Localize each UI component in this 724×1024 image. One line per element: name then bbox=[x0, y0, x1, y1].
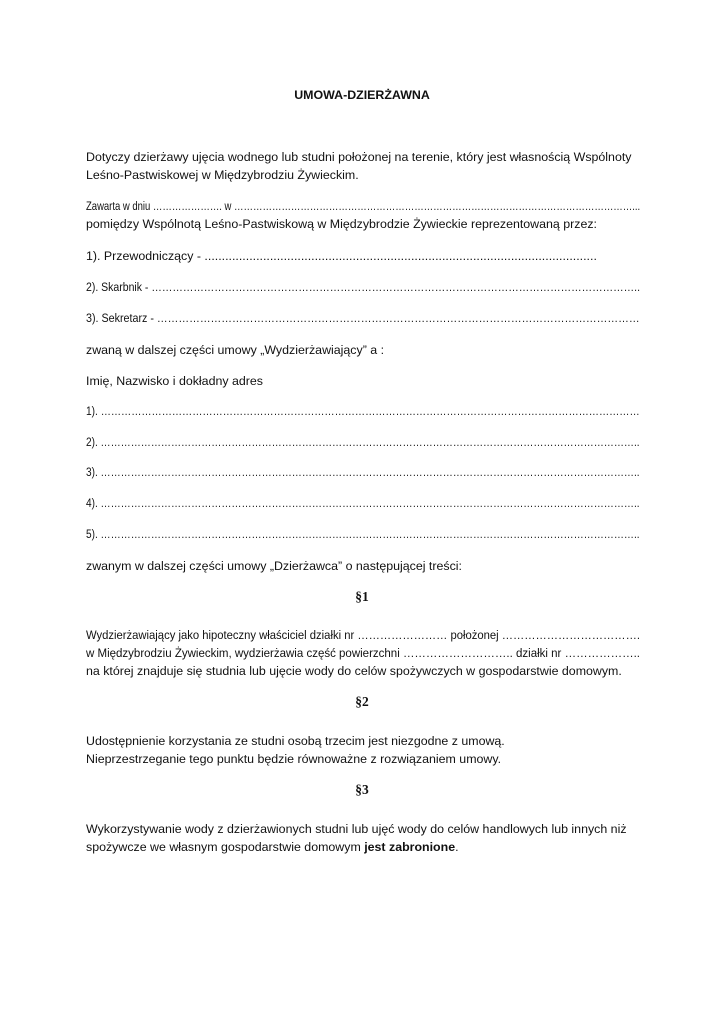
section-3-heading: §3 bbox=[355, 782, 369, 797]
tenant-line-3: 3). …………………………………………………………………………………………………………………………………………….. bbox=[86, 465, 640, 479]
tenant-line-1: 1). …………………………………………………………………………………………………………………………………………… bbox=[86, 404, 640, 418]
treasurer-line: 2). Skarbnik - ………………………………………………………………………………………………………………………….. bbox=[86, 280, 640, 294]
section-1-line-1: Wydzierżawiający jako hipoteczny właściciel działki nr …………………… położonej ………………………………. bbox=[86, 628, 640, 642]
section-3-period: . bbox=[455, 840, 459, 854]
intro-line-1: Dotyczy dzierżawy ujęcia wodnego lub studni położonej na terenie, który jest własnością Wspólnoty bbox=[86, 150, 632, 164]
chairman-line: 1). Przewodniczący - .................................................................................................................. bbox=[86, 249, 597, 263]
tenant-line-5: 5). …………………………………………………………………………………………………………………………………………….. bbox=[86, 527, 640, 541]
section-1-line-3: na której znajduje się studnia lub ujęcie wody do celów spożywczych w gospodarstwie domowym. bbox=[86, 664, 622, 678]
tenant-line-2: 2). …………………………………………………………………………………………………………………………………………….. bbox=[86, 435, 640, 449]
intro-line-2: Leśno-Pastwiskowej w Międzybrodziu Żywieckim. bbox=[86, 168, 359, 182]
section-3-line-1: Wykorzystywanie wody z dzierżawionych studni lub ujęć wody do celów handlowych lub innych niż bbox=[86, 822, 627, 836]
document-title: UMOWA-DZIERŻAWNA bbox=[294, 88, 430, 102]
section-2-line-2: Nieprzestrzeganie tego punktu będzie równoważne z rozwiązaniem umowy. bbox=[86, 752, 502, 766]
section-3-line-2 bbox=[86, 839, 459, 855]
section-2-line-1: Udostępnienie korzystania ze studni osobą trzecim jest niezgodne z umową. bbox=[86, 734, 505, 748]
section-2-heading: §2 bbox=[355, 694, 369, 709]
section-1-heading: §1 bbox=[355, 589, 369, 604]
tenant-designation-line: zwanym w dalszej części umowy „Dzierżawca” o następującej treści: bbox=[86, 559, 462, 573]
section-1-line-2: w Międzybrodziu Żywieckim, wydzierżawia część powierzchni ……………………….. działki nr ……………….. bbox=[86, 646, 640, 660]
name-address-label: Imię, Nazwisko i dokładny adres bbox=[86, 374, 263, 388]
section-3-prohibition-emphasis: jest zabronione bbox=[364, 840, 456, 854]
lessor-line: zwaną w dalszej części umowy „Wydzierżawiający” a : bbox=[86, 343, 385, 357]
tenant-line-4: 4). …………………………………………………………………………………………………………………………………………….. bbox=[86, 496, 640, 510]
section-3-text: spożywcze we własnym gospodarstwie domowym bbox=[86, 840, 365, 854]
secretary-line: 3). Sekretarz - ……………………………………………………………………………………………………………………… bbox=[86, 311, 640, 325]
concluded-line: Zawarta w dniu …………………. w ………………………………………………………………………………………………………………... bbox=[86, 199, 641, 213]
between-line: pomiędzy Wspólnotą Leśno-Pastwiskową w Międzybrodzie Żywieckie reprezentowaną przez: bbox=[86, 217, 597, 231]
